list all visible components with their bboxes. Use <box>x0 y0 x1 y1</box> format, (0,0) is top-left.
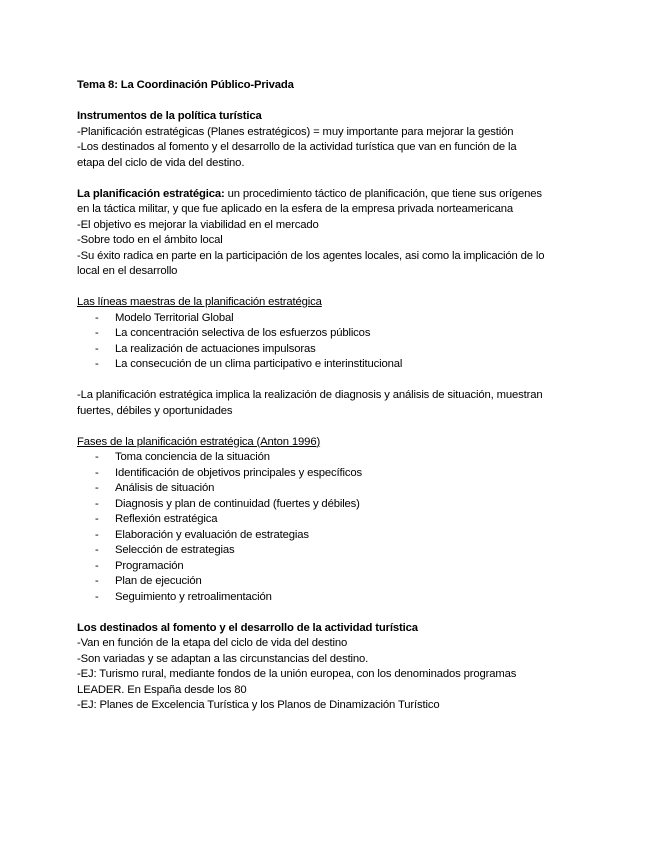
section-instrumentos <box>77 109 582 171</box>
document-title: Tema 8: La Coordinación Público-Privada <box>77 79 294 91</box>
dash-bullet: - <box>95 559 99 572</box>
text-line: fuertes, débiles y oportunidades <box>77 404 233 417</box>
dash-bullet: - <box>95 342 99 355</box>
dash-bullet: - <box>95 528 99 541</box>
dash-bullet: - <box>95 544 99 556</box>
text-line: -La planificación estratégica implica la realización de diagnosis y análisis de situación, muestran <box>77 389 543 401</box>
list-item: - Modelo Territorial Global <box>77 311 582 327</box>
list-item: - Identificación de objetivos principales y específicos <box>77 466 582 482</box>
dash-bullet: - <box>95 327 99 339</box>
text-line: -EJ: Turismo rural, mediante fondos de la unión europea, con los denominados programas <box>77 668 517 680</box>
dash-bullet: - <box>95 451 99 463</box>
dash-bullet: - <box>95 466 99 479</box>
text-line: local en el desarrollo <box>77 265 178 277</box>
list-item: - Reflexión estratégica <box>77 512 582 528</box>
list-item: - Selección de estrategias <box>77 543 582 559</box>
list-item: - Elaboración y evaluación de estrategias <box>77 528 582 544</box>
list-item: - Toma conciencia de la situación <box>77 450 582 466</box>
text-line: -Su éxito radica en parte en la participación de los agentes locales, asi como la implicación de lo <box>77 249 545 262</box>
list-item: - La realización de actuaciones impulsoras <box>77 342 582 358</box>
text-line: LEADER. En España desde los 80 <box>77 683 247 696</box>
dash-bullet: - <box>95 513 99 525</box>
text-line: -El objetivo es mejorar la viabilidad en el mercado <box>77 218 319 231</box>
section-planificacion <box>77 187 582 280</box>
text-line: en la táctica militar, y que fue aplicado en la esfera de la empresa privada norteamericana <box>77 203 513 215</box>
text-line: -EJ: Planes de Excelencia Turística y los Planos de Dinamización Turístico <box>77 699 440 711</box>
document-content <box>77 78 582 714</box>
definition-line <box>77 187 582 203</box>
list-item: - Seguimiento y retroalimentación <box>77 590 582 606</box>
text-line: -Son variadas y se adaptan a las circunstancias del destino. <box>77 652 369 665</box>
section-heading: Los destinados al fomento y el desarrollo de la actividad turística <box>77 621 418 634</box>
section-heading: Fases de la planificación estratégica (Anton 1996) <box>77 435 321 448</box>
section-fases <box>77 435 582 606</box>
section-heading: Las líneas maestras de la planificación estratégica <box>77 296 322 308</box>
dash-bullet: - <box>95 575 99 587</box>
section-diagnosis <box>77 388 582 419</box>
dash-bullet: - <box>95 497 99 510</box>
definition-text: un procedimiento táctico de planificación, que tiene sus orígenes <box>224 187 542 200</box>
text-line: -Planificación estratégicas (Planes estratégicos) = muy importante para mejorar la gestión <box>77 125 514 138</box>
section-heading: Instrumentos de la política turística <box>77 110 262 122</box>
dash-bullet: - <box>95 482 99 494</box>
section-lineas-maestras <box>77 295 582 373</box>
dash-bullet: - <box>95 358 99 370</box>
list-item: - La consecución de un clima participativo e interinstitucional <box>77 357 582 373</box>
text-line: -Van en función de la etapa del ciclo de vida del destino <box>77 637 348 649</box>
text-line: -Los destinados al fomento y el desarrollo de la actividad turística que van en función de la <box>77 141 517 153</box>
list-item: - Diagnosis y plan de continuidad (fuertes y débiles) <box>77 497 582 513</box>
section-heading: La planificación estratégica: <box>77 187 225 200</box>
section-destinados <box>77 621 582 714</box>
list-item: - La concentración selectiva de los esfuerzos públicos <box>77 326 582 342</box>
list-item: - Programación <box>77 559 582 575</box>
text-line: -Sobre todo en el ámbito local <box>77 234 223 246</box>
list-item: - Plan de ejecución <box>77 574 582 590</box>
dash-bullet: - <box>95 311 99 324</box>
dash-bullet: - <box>95 590 99 603</box>
text-line: etapa del ciclo de vida del destino. <box>77 156 245 169</box>
list-item: - Análisis de situación <box>77 481 582 497</box>
